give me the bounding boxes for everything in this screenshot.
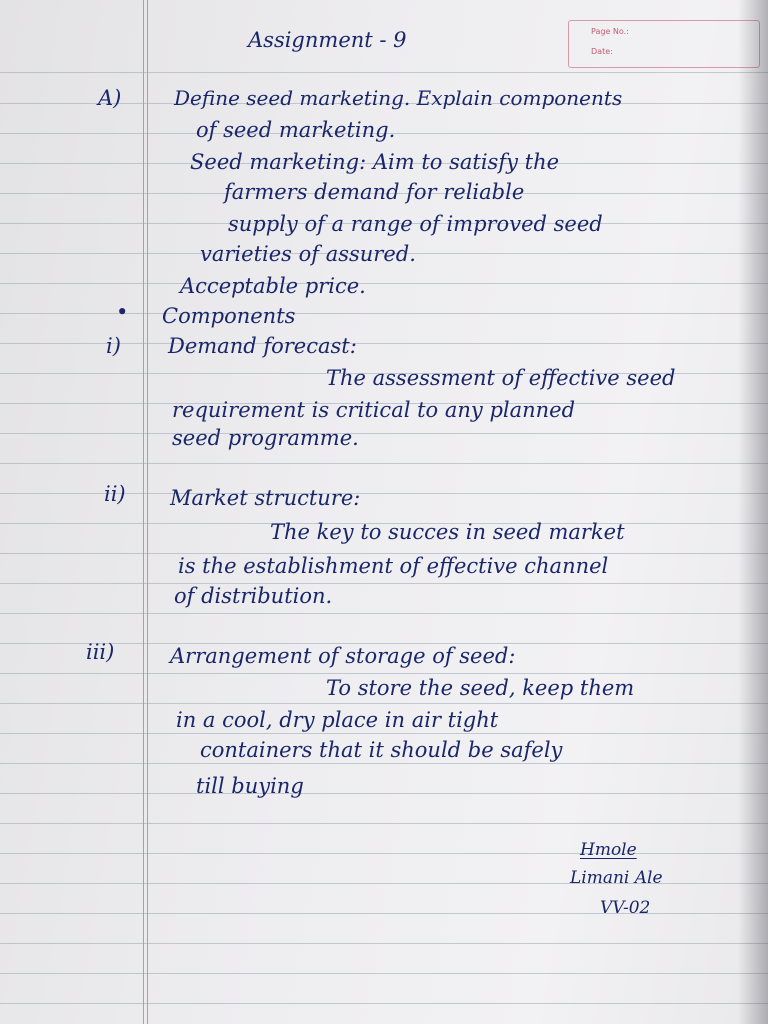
signature-name: Limani Ale [570, 868, 663, 888]
point-1-label: i) [106, 334, 121, 358]
margin-line-left [143, 0, 144, 1024]
date-label: Date: [591, 47, 613, 56]
page-header-box [568, 20, 760, 68]
question-line-2: of seed marketing. [196, 118, 396, 142]
definition-line-4: varieties of assured. [200, 242, 416, 266]
point-2-heading: Market structure: [170, 486, 361, 510]
point-3-heading: Arrangement of storage of seed: [170, 644, 516, 668]
point-3-label: iii) [86, 640, 115, 664]
point-3-body-4: till buying [196, 774, 304, 798]
page-no-label: Page No.: [591, 27, 629, 36]
signature-mark: Hmole [580, 840, 637, 860]
page-title: Assignment - 9 [248, 28, 407, 52]
components-heading: Components [162, 304, 296, 328]
point-2-label: ii) [104, 482, 126, 506]
components-bullet: • [116, 300, 129, 324]
question-line-1: Define seed marketing. Explain components [174, 86, 623, 110]
point-1-heading: Demand forecast: [168, 334, 357, 358]
point-3-body-2: in a cool, dry place in air tight [176, 708, 499, 732]
margin-line-left-inner [147, 0, 148, 1024]
point-2-body-3: of distribution. [174, 584, 333, 608]
point-2-body-2: is the establishment of effective channel [178, 554, 609, 578]
definition-line-1: Seed marketing: Aim to satisfy the [190, 150, 560, 174]
definition-line-2: farmers demand for reliable [224, 180, 525, 204]
definition-line-5: Acceptable price. [180, 274, 366, 298]
page-shadow [738, 0, 768, 1024]
point-1-body-2: requirement is critical to any planned [172, 398, 576, 422]
point-2-body-1: The key to succes in seed market [270, 520, 625, 544]
point-1-body-1: The assessment of effective seed [326, 366, 676, 390]
question-label: A) [98, 86, 122, 110]
point-3-body-1: To store the seed, keep them [326, 676, 635, 700]
point-1-body-3: seed programme. [172, 426, 359, 450]
point-3-body-3: containers that it should be safely [200, 738, 563, 762]
signature-id: VV-02 [600, 898, 651, 918]
definition-line-3: supply of a range of improved seed [228, 212, 603, 236]
